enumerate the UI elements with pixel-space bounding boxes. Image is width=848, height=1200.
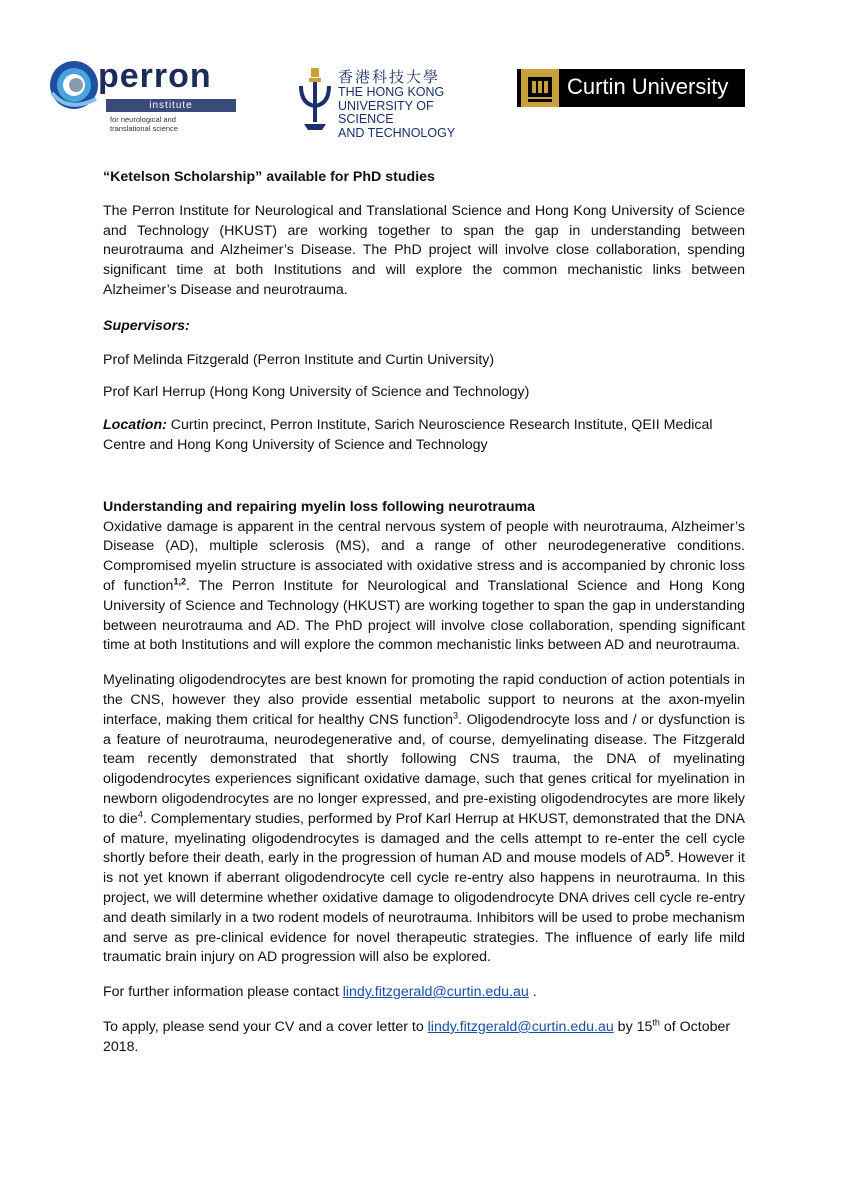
contact-text: For further information please contact (103, 984, 343, 1001)
curtin-university-logo (517, 69, 745, 107)
logo-header (0, 0, 848, 140)
reference-5: 5 (664, 848, 670, 859)
curtin-crest-icon (521, 69, 559, 107)
paragraph-2 (103, 671, 745, 968)
para2-text-c: . Complementary studies, performed by Prof Karl Herrup at HKUST, demonstrated that the DNA of mature, myelinating oligodendrocytes is damaged and the cells attempt to re-enter the cell cycle shortly before their death, early in the progression of human AD and mouse models of AD (103, 810, 745, 867)
supervisor-2: Prof Karl Herrup (Hong Kong University of Science and Technology) (103, 384, 530, 401)
apply-date-suffix: th (652, 1017, 660, 1028)
reference-4: 4 (137, 808, 143, 819)
apply-by: by 15 (613, 1018, 653, 1035)
location-text: Curtin precinct, Perron Institute, Sarich Neuroscience Research Institute, QEII Medical Centre and Hong Kong University of Science and Technology (103, 417, 713, 453)
hkust-logo (298, 66, 488, 140)
perron-swirl-icon (48, 55, 104, 125)
hkust-english-name (338, 86, 488, 140)
page-title: “Ketelson Scholarship” available for PhD studies (103, 169, 435, 185)
section-heading: Understanding and repairing myelin loss following neurotrauma (103, 498, 535, 515)
apply-after: of October 2018. (103, 1018, 731, 1055)
apply-text: To apply, please send your CV and a cover letter to (103, 1018, 428, 1035)
perron-institute-logo (48, 55, 238, 135)
hkust-chinese-name: 香港科技大學 (338, 68, 441, 86)
reference-1-2: 1,2 (173, 576, 186, 587)
para1-text-a: Oxidative damage is apparent in the central nervous system of people with neurotrauma, Alzheimer’s Disease (AD), multiple sclerosis (MS), and a range of other neurodegenerative conditions. Compromised myelin structure is associated with oxidative stress and is accompanied by chronic loss of function (103, 518, 745, 594)
supervisor-1: Prof Melinda Fitzgerald (Perron Institute and Curtin University) (103, 351, 495, 368)
curtin-wordmark: Curtin University (567, 74, 729, 99)
perron-tagline-2: translational science (110, 124, 178, 133)
location-paragraph (103, 416, 745, 456)
para1-text-b: . The Perron Institute for Neurological and Translational Science and Hong Kong University of Science and Technology (HKUST) are working together to span the gap in understanding between neurotrauma and AD. The PhD project will involve close collaboration, spending significant time at both Institutions and will explore the common mechanistic links between AD and neurotrauma. (103, 577, 745, 654)
paragraph-1 (103, 518, 745, 657)
para2-text-a: Myelinating oligodendrocytes are best known for promoting the rapid conduction of action potentials in the CNS, however they also provide essential metabolic support to neurons at the axon-myelin interface, making them critical for healthy CNS function (103, 672, 745, 728)
hkust-line-2: UNIVERSITY OF SCIENCE (338, 98, 434, 126)
para2-text-b: . Oligodendrocyte loss and / or dysfunction is a feature of neurotrauma, neurodegenerative and, of course, demyelinating disease. The Fitzgerald team recently demonstrated that shortly following CNS trauma, the DNA of myelinating oligodendrocytes experiences significant oxidative damage, such that genes critical for myelination in newborn oligodendrocytes are no longer expressed, and pre-existing oligodendrocytes are more likely to die (103, 711, 745, 827)
contact-after: . (528, 984, 537, 1001)
perron-tagline (110, 115, 178, 133)
apply-paragraph (103, 1018, 745, 1058)
perron-institute-label: institute (149, 100, 193, 111)
document-body (103, 168, 745, 1057)
para2-text-d: . However it is not yet known if aberrant oligodendrocyte cell cycle re-entry also happens in neurotrauma. In this project, we will determine whether oxidative damage to oligodendrocyte DNA drives cell cycle re-entry and death similarly in a two rodent models of neurotrauma. Inhibitors will be used to probe mechanism and serve as pre-clinical evidence for novel therapeutic strategies. The influence of early life mild traumatic brain injury on AD progression will also be explored. (103, 850, 745, 966)
perron-tagline-1: for neurological and (110, 115, 176, 124)
location-label: Location: (103, 417, 167, 434)
contact-paragraph (103, 983, 745, 1003)
contact-email-link[interactable]: lindy.fitzgerald@curtin.edu.au (342, 984, 529, 1001)
supervisors-label: Supervisors: (103, 317, 190, 334)
perron-wordmark: perron (98, 57, 212, 95)
intro-paragraph: The Perron Institute for Neurological and Translational Science and Hong Kong University of Science and Technology (HKUST) are working together to span the gap in understanding between neurotrauma and Alzheimer’s Disease. The PhD project will involve close collaboration, spending significant time at both Institutions and will explore the common mechanistic links between Alzheimer’s Disease and neurotrauma. (103, 202, 745, 298)
hkust-line-1: THE HONG KONG (338, 85, 445, 99)
hkust-line-3: AND TECHNOLOGY (338, 125, 456, 140)
reference-3: 3 (453, 710, 459, 720)
hkust-crest-icon (298, 68, 332, 130)
apply-email-link[interactable]: lindy.fitzgerald@curtin.edu.au (427, 1018, 614, 1035)
